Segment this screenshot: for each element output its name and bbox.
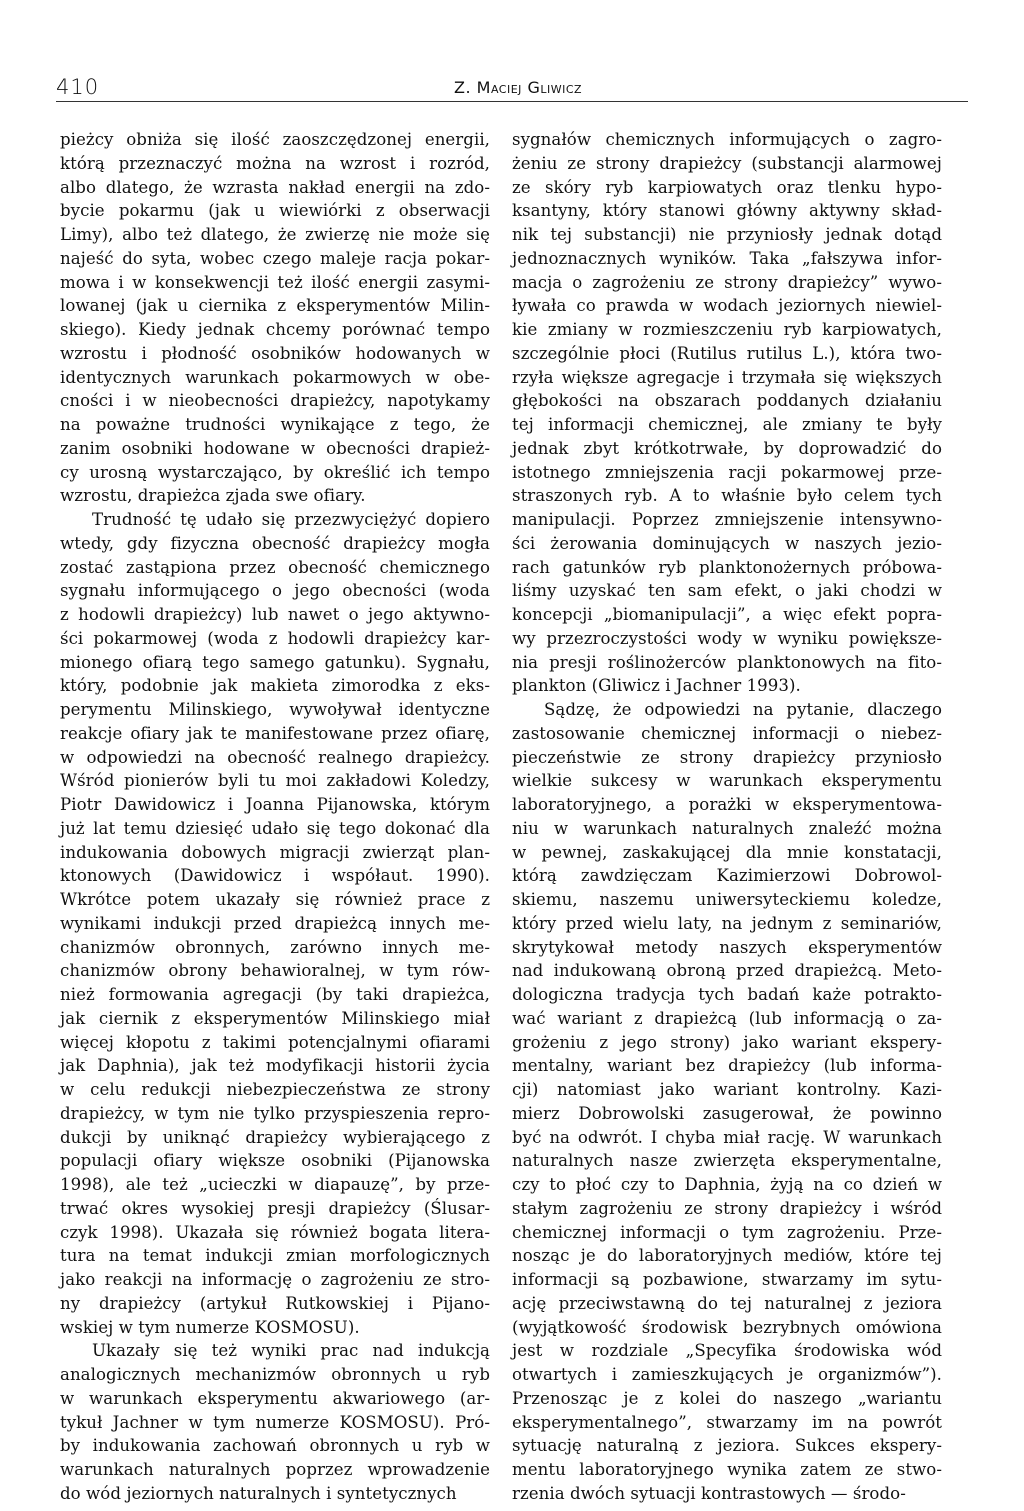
text-line: więcej kłopotu z takimi potencjalnymi ofiarami [60,1032,490,1052]
text-line: żeniu ze strony drapieżcy (substancji alarmowej [512,153,942,173]
text-line: wielkie sukcesy w warunkach eksperymentu [512,771,942,791]
text-line: Ukazały się też wyniki prac nad indukcją [92,1341,490,1361]
text-line: ści pokarmowej (woda z hodowli drapieżcy kar- [60,628,490,648]
text-line: macja o zagrożeniu ze strony drapieżcy” wywo- [512,272,942,292]
text-line: jako reakcji na informację o zagrożeniu ze stro- [60,1270,490,1289]
text-line: cy urosną wystarczająco, by określić ich tempo [60,462,490,482]
text-line: skiego). Kiedy jednak chcemy porównać tempo [60,320,490,339]
text-line: w pewnej, zaskakującej dla mnie konstatacji, [512,842,942,862]
text-line: w warunkach eksperymentu akwariowego (ar- [60,1388,490,1408]
text-line: dologiczna tradycja tych badań każe potrakto- [512,985,942,1004]
text-line: głębokości na obszarach poddanych działaniu [512,391,942,411]
text-line: liśmy uzyskać ten sam efekt, o jaki chodzi w [512,581,942,601]
text-line: trwać okres wysokiej presji drapieżcy (Ślusar- [60,1198,490,1218]
text-line: pieczeństwie ze strony drapieżcy przyniosło [512,747,942,767]
text-line: lowanej (jak u ciernika z eksperymentów Milin- [60,296,490,316]
text-line: zostać zastąpiona przez obecność chemicznego [60,557,490,577]
text-line: z hodowli drapieżcy) lub nawet o jego aktywno- [60,605,490,624]
text-line: sygnału informującego o jego obecności (woda [60,581,490,601]
text-line: niu w warunkach naturalnych znaleźć można [512,818,942,838]
text-line: rach gatunków ryb planktonożernych próbowa- [512,557,942,577]
text-line: zastosowanie chemicznej informacji o niebez- [512,723,942,743]
text-line: nosząc je do laboratoryjnych mediów, które tej [512,1246,942,1266]
text-line: skrytykował metody naszych eksperymentów [512,937,942,957]
text-line: być na odwrót. I chyba miał rację. W warunkach [512,1127,942,1147]
text-line: rzyła większe agregacje i trzymała się większych [512,367,942,387]
text-line: tura na temat indukcji zmian morfologicznych [60,1246,490,1266]
text-line: ację przeciwstawną do tej naturalnej z jeziora [512,1293,942,1313]
text-line: naturalnych nasze zwierzęta eksperymentalne, [512,1151,942,1171]
text-line: chemicznej informacji o tym zagrożeniu. Prze- [512,1222,942,1242]
text-line: tej informacji chemicznej, ale zmiany te były [512,415,942,434]
text-line: nad indukowaną obroną przed drapieżcą. Meto- [512,961,942,981]
text-line: wy przezroczystości wody w wyniku powiększe- [512,628,942,648]
text-line: 1998), ale też „ucieczki w diapauzę”, by prze- [60,1175,490,1194]
text-line: sytuację naturalną z jeziora. Sukces ekspery- [512,1436,942,1456]
text-line: sygnałów chemicznych informujących o zagro- [512,130,942,149]
right-column [512,128,942,1506]
text-line: mentu laboratoryjnego wynika zatem ze stwo- [512,1460,942,1479]
text-line: wzrostu, drapieżca zjada swe ofiary. [60,486,366,506]
text-line: Limy), albo też dlatego, że zwierzę nie może się [60,225,490,244]
text-line: mowa i w konsekwencji też ilość energii zasymi- [60,272,490,292]
text-line: jednak zbyt krótkotrwałe, by doprowadzić do [512,438,942,458]
text-line: mentalny, wariant bez drapieżcy (lub informa- [512,1056,942,1076]
text-line: chanizmów obronnych, zarówno innych me- [60,937,490,957]
text-line: analogicznych mechanizmów obronnych u ryb [60,1365,490,1384]
text-line: istotnego zmniejszenia racji pokarmowej prze- [512,462,942,482]
text-line: na poważne trudności wynikające z tego, że [60,415,490,434]
text-line: jak ciernik z eksperymentów Milinskiego miał [60,1008,490,1028]
text-line: już lat temu dziesięć udało się tego dokonać dla [60,818,490,838]
text-line: eksperymentalnego”, stwarzamy im na powrót [512,1412,942,1432]
text-line: w celu redukcji niebezpieczeństwa ze strony [60,1080,490,1099]
text-line: pieżcy obniża się ilość zaoszczędzonej energii, [60,130,490,149]
text-line: reakcje ofiary jak te manifestowane przez ofiarę, [60,723,490,743]
text-line: ny drapieżcy (artykuł Rutkowskiej i Pijano- [60,1293,490,1313]
text-line: który, podobnie jak makieta zimorodka z eks- [60,676,490,696]
text-line: manipulacji. Poprzez zmniejszenie intensywno- [512,510,942,529]
text-line: ze skóry ryb karpiowatych oraz tlenku hypo- [512,177,942,197]
running-head: Z. Maciej Gliwicz [454,78,583,97]
text-line: Piotr Dawidowicz i Joanna Pijanowska, którym [60,795,490,814]
text-line: który przed wielu laty, na jednym z seminariów, [512,913,942,933]
text-line: ksantyny, który stanowi główny aktywny skład- [512,201,942,221]
text-line: perymentu Milinskiego, wywoływał identyczne [60,700,490,719]
text-line: warunkach naturalnych poprzez wprowadzenie [60,1460,490,1479]
text-line: by indukowania zachowań obronnych u ryb w [60,1436,490,1456]
text-line: rzenia dwóch sytuacji kontrastowych — środo- [512,1483,906,1503]
text-line: jak Daphnia), jak też modyfikacji historii życia [60,1056,490,1076]
text-line: drapieżcy, w tym nie tylko przyspieszenia repro- [60,1103,490,1123]
text-line: dukcji by uniknąć drapieżcy wybierającego z [60,1127,490,1147]
text-line: jednoznacznych wyników. Taka „fałszywa infor- [512,248,942,268]
text-line: chanizmów obrony behawioralnej, w tym rów- [60,961,490,981]
left-column [60,128,490,1506]
text-line: którą zawdzięczam Kazimierzowi Dobrowol- [512,866,942,886]
text-line: w odpowiedzi na obecność realnego drapieżcy. [60,747,490,767]
text-line: szczególnie płoci (Rutilus rutilus L.), która two- [512,343,942,363]
text-line: Sądzę, że odpowiedzi na pytanie, dlaczego [544,700,942,719]
text-line: tykuł Jachner w tym numerze KOSMOSU). Pró- [60,1412,490,1432]
page-number: 410 [56,75,100,99]
text-line: którą przeznaczyć można na wzrost i rozród, [60,153,490,173]
text-line: skiemu, naszemu uniwersyteckiemu koledze, [512,890,942,909]
text-line: laboratoryjnego, a porażki w eksperymentowa- [512,795,942,814]
text-line: do wód jeziornych naturalnych i syntetycznych [60,1483,457,1503]
text-line: kie zmiany w rozmieszczeniu ryb karpiowatych, [512,320,942,339]
text-line: koncepcji „biomanipulacji”, a więc efekt popra- [512,605,942,624]
text-line: wać wariant z drapieżcą (lub informacją o za- [512,1008,942,1028]
text-line: wynikami indukcji przed drapieżcą innych me- [60,913,490,933]
text-line: czy to płoć czy to Daphnia, żyją na co dzień w [512,1175,942,1194]
text-line: plankton (Gliwicz i Jachner 1993). [512,676,801,696]
text-line: czyk 1998). Ukazała się również bogata litera- [60,1222,490,1242]
text-line: jest w rozdziale „Specyfika środowiska wód [512,1341,942,1361]
text-line: ływała co prawda w wodach jeziornych niewiel- [512,296,942,316]
text-line: otwartych i zamieszkujących je organizmów”). [512,1365,942,1384]
text-line: nik tej substancji) nie przyniosły jednak dotąd [512,225,942,244]
header-rule [56,101,968,102]
text-line: cji) natomiast jako wariant kontrolny. Kazi- [512,1080,942,1099]
text-line: albo dlatego, że wzrasta nakład energii na zdo- [60,177,490,197]
text-line: mionego ofiarą tego samego gatunku). Sygnału, [60,652,490,672]
text-line: wtedy, gdy fizyczna obecność drapieżcy mogła [60,533,490,553]
text-line: (wyjątkowość środowisk bezrybnych omówiona [512,1317,942,1337]
text-line: stałym zagrożeniu ze strony drapieżcy i wśród [512,1198,942,1218]
text-line: bycie pokarmu (jak u wiewiórki z obserwacji [60,201,490,221]
text-line: Przenosząc je z kolei do naszego „wariantu [512,1388,942,1408]
text-line: Trudność tę udało się przezwyciężyć dopiero [92,510,490,529]
text-line: wzrostu i płodność osobników hodowanych w [60,343,490,363]
text-line: zanim osobniki hodowane w obecności drapież- [60,438,490,458]
text-line: najeść do syta, wobec czego maleje racja pokar- [60,248,490,268]
text-line: identycznych warunkach pokarmowych w obe- [60,367,490,387]
text-line: Wkrótce potem ukazały się również prace z [60,890,490,909]
text-line: Wśród pionierów byli tu moi zakładowi Koledzy, [60,771,490,791]
text-line: cności i w nieobecności drapieżcy, napotykamy [60,391,490,411]
text-line: nież formowania agregacji (by taki drapieżca, [60,985,490,1004]
text-line: straszonych ryb. A to właśnie było celem tych [512,486,942,506]
text-line: ktonowych (Dawidowicz i współaut. 1990). [60,866,490,886]
text-line: ści żerowania dominujących w naszych jezio- [512,533,942,553]
text-line: indukowania dobowych migracji zwierząt plan- [60,842,490,862]
text-line: wskiej w tym numerze KOSMOSU). [60,1317,360,1337]
text-line: grożeniu z jego strony) jako wariant ekspery- [512,1032,942,1052]
text-line: mierz Dobrowolski zasugerował, że powinno [512,1103,942,1123]
text-line: informacji są pozbawione, stwarzamy im sytu- [512,1270,942,1289]
text-line: populacji ofiary większe osobniki (Pijanowska [60,1151,490,1171]
text-line: nia presji roślinożerców planktonowych na fito- [512,652,942,672]
